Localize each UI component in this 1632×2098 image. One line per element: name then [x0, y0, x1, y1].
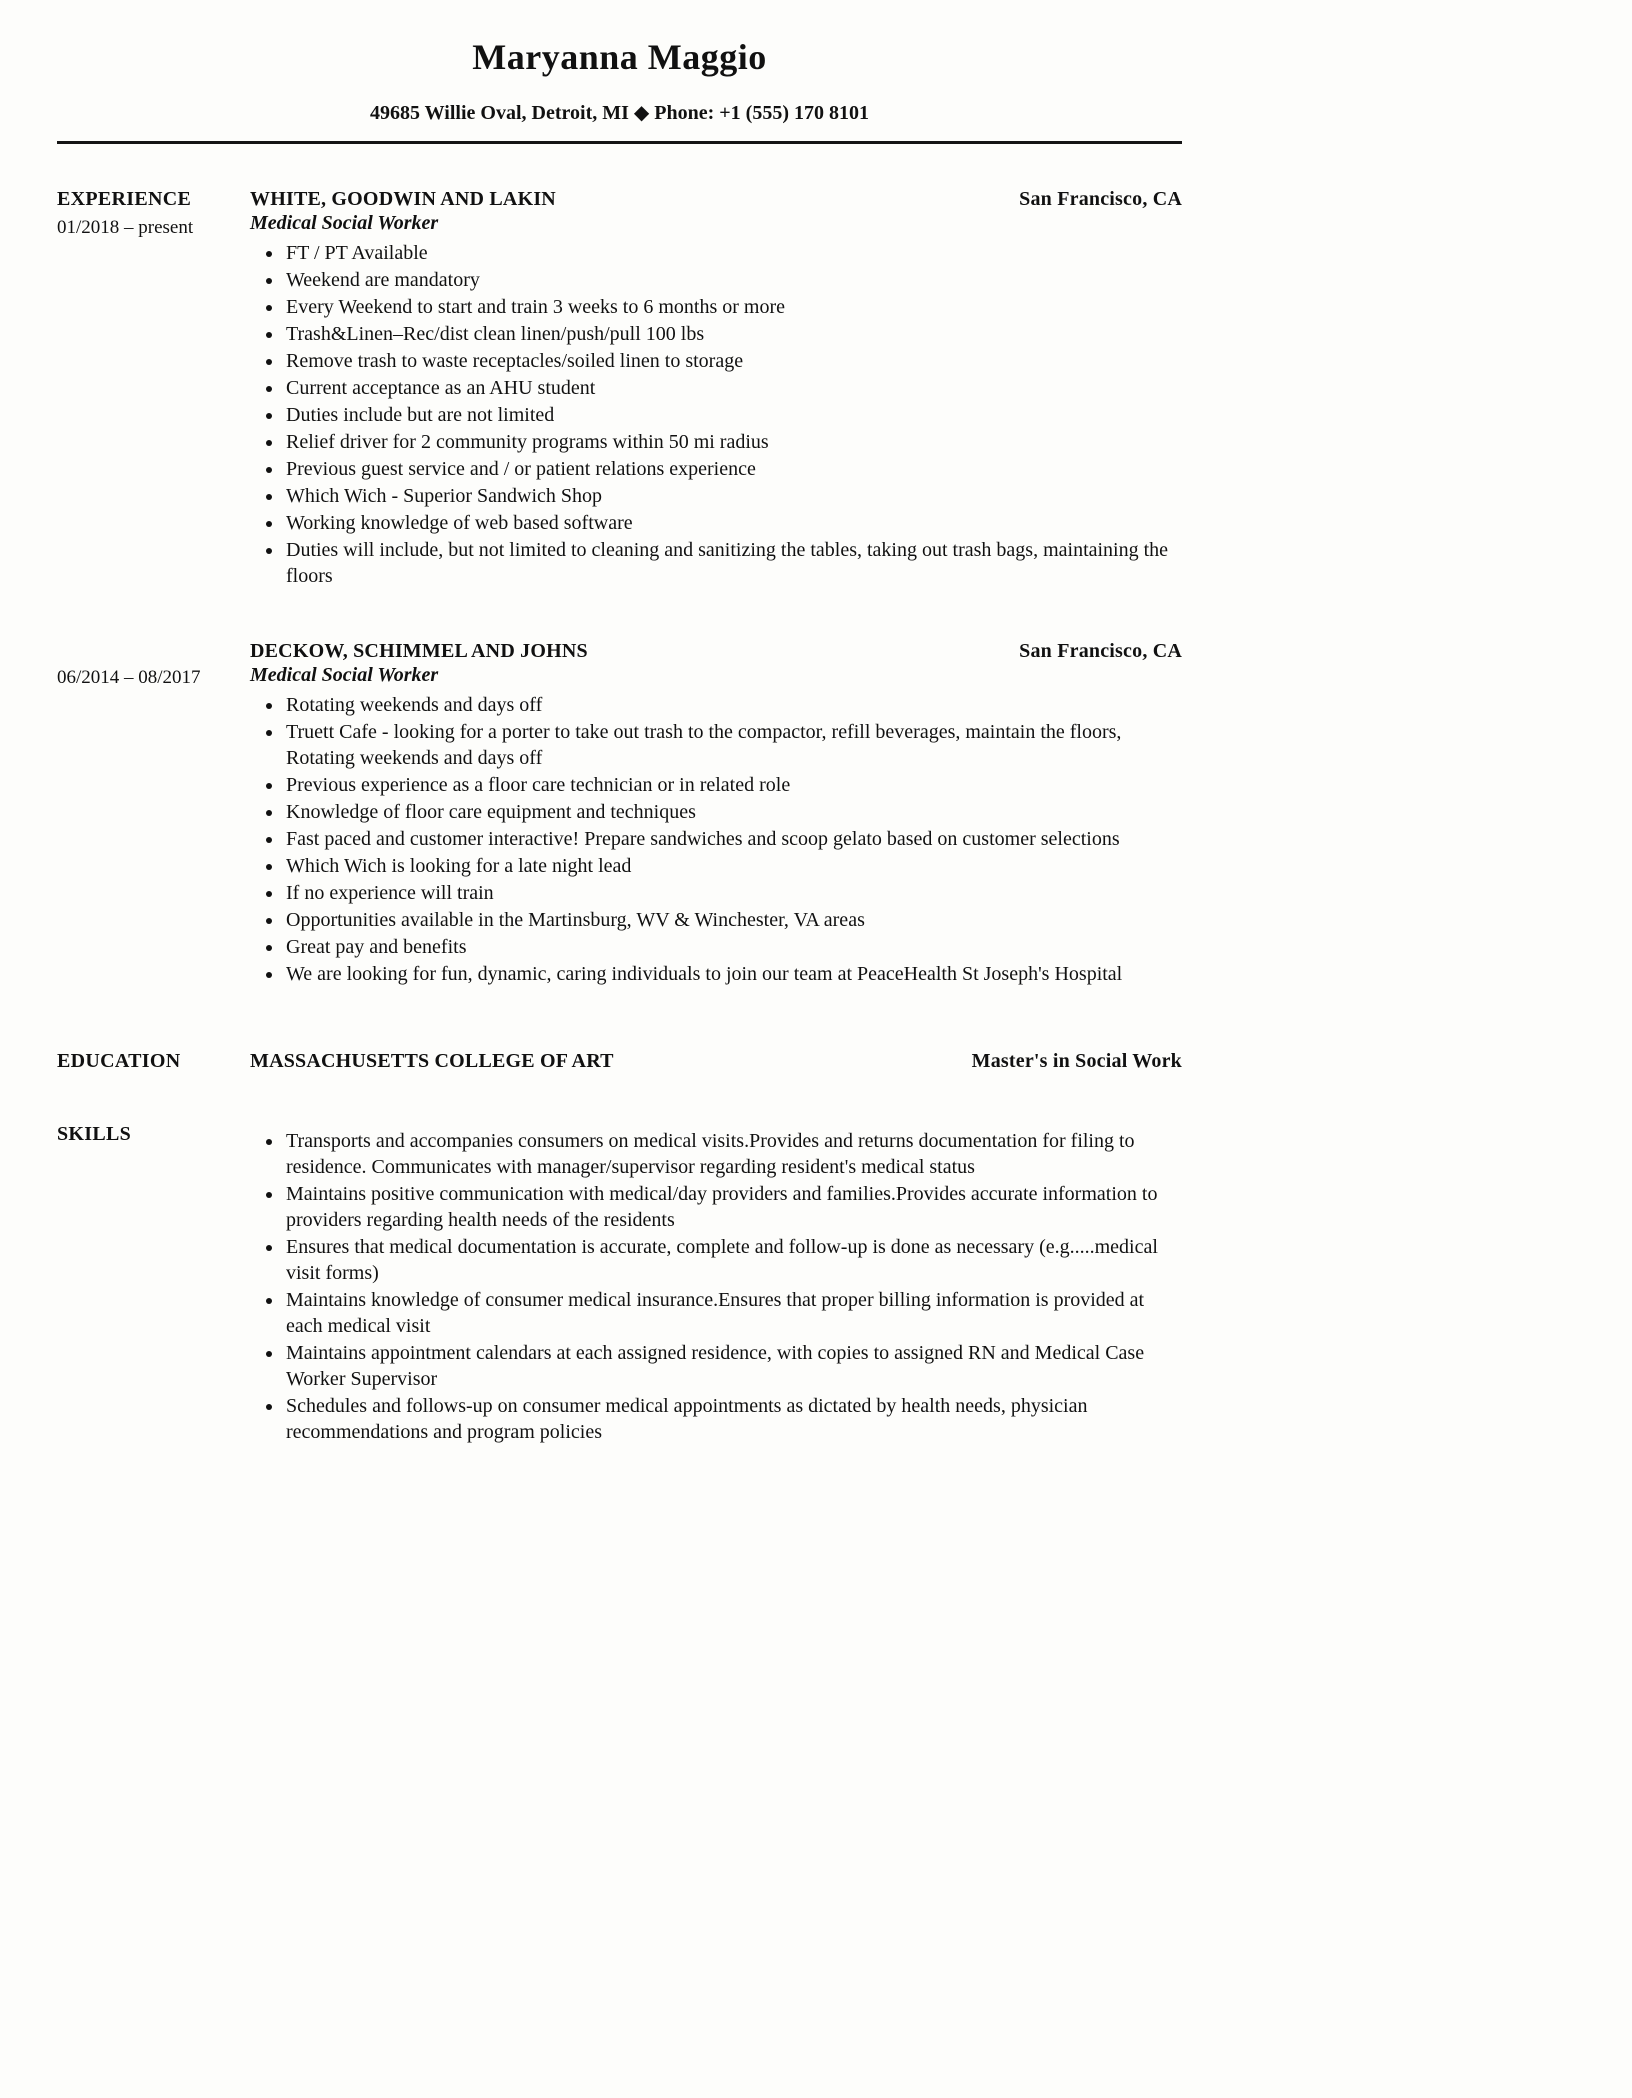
- job2-sidebar: [57, 640, 250, 689]
- skills-bullet-list: [250, 1128, 1182, 1445]
- job2-bullet: • We are looking for fun, dynamic, caring individuals to join our team at PeaceHealth St Joseph's Hospital: [284, 961, 1182, 987]
- job1-bullet: • Trash&Linen–Rec/dist clean linen/push/pull 100 lbs: [284, 321, 1182, 347]
- job1-bullet: • Which Wich - Superior Sandwich Shop: [284, 483, 1182, 509]
- experience-sidebar: [57, 188, 250, 239]
- job1-location: San Francisco, CA: [1019, 188, 1182, 210]
- job1-dates: 01/2018 – present: [57, 217, 194, 238]
- skills-bullet: • Maintains positive communication with medical/day providers and families.Provides accurate information to providers regarding health needs of the residents: [284, 1181, 1182, 1233]
- education-sidebar: [57, 1050, 250, 1073]
- experience-section-job2: [57, 640, 1182, 988]
- header-divider: [57, 141, 1182, 144]
- job1-company: WHITE, GOODWIN AND LAKIN: [250, 188, 556, 210]
- education-degree: Master's in Social Work: [971, 1050, 1182, 1072]
- job2-bullet: • If no experience will train: [284, 880, 1182, 906]
- job1-bullet: • FT / PT Available: [284, 240, 1182, 266]
- job2-role: Medical Social Worker: [250, 664, 439, 686]
- education-header: [250, 1050, 1182, 1073]
- job2-company: DECKOW, SCHIMMEL AND JOHNS: [250, 640, 588, 662]
- job2-bullet: • Great pay and benefits: [284, 934, 1182, 960]
- job1-bullet: • Current acceptance as an AHU student: [284, 375, 1182, 401]
- job2-location: San Francisco, CA: [1019, 640, 1182, 662]
- skills-content: [250, 1123, 1182, 1446]
- job2-bullet: • Which Wich is looking for a late night lead: [284, 853, 1182, 879]
- job2-bullet: • Knowledge of floor care equipment and techniques: [284, 799, 1182, 825]
- job2-content: [250, 640, 1182, 988]
- experience-label: EXPERIENCE: [57, 188, 192, 210]
- skills-bullet: • Maintains knowledge of consumer medical insurance.Ensures that proper billing information is provided at each medical visit: [284, 1287, 1182, 1339]
- job1-bullet: • Duties include but are not limited: [284, 402, 1182, 428]
- job1-header: [250, 188, 1182, 211]
- skills-label: SKILLS: [57, 1123, 132, 1145]
- contact-line: 49685 Willie Oval, Detroit, MI ◆ Phone: +1 (555) 170 8101: [370, 102, 869, 124]
- job1-bullet-list: [250, 240, 1182, 589]
- skills-section: [57, 1123, 1182, 1446]
- job1-bullet: • Weekend are mandatory: [284, 267, 1182, 293]
- job2-bullet-list: [250, 692, 1182, 987]
- job2-bullet: • Fast paced and customer interactive! Prepare sandwiches and scoop gelato based on customer selections: [284, 826, 1182, 852]
- job2-header: [250, 640, 1182, 663]
- education-school: MASSACHUSETTS COLLEGE OF ART: [250, 1050, 614, 1072]
- job1-role: Medical Social Worker: [250, 212, 439, 234]
- job2-bullet: • Rotating weekends and days off: [284, 692, 1182, 718]
- job2-bullet: • Opportunities available in the Martinsburg, WV & Winchester, VA areas: [284, 907, 1182, 933]
- job2-bullet: • Previous experience as a floor care technician or in related role: [284, 772, 1182, 798]
- education-label: EDUCATION: [57, 1050, 181, 1072]
- job1-bullet: • Previous guest service and / or patient relations experience: [284, 456, 1182, 482]
- skills-bullet: • Schedules and follows-up on consumer medical appointments as dictated by health needs, physician recommendations and program policies: [284, 1393, 1182, 1445]
- job1-bullet: • Remove trash to waste receptacles/soiled linen to storage: [284, 348, 1182, 374]
- job1-bullet: • Every Weekend to start and train 3 weeks to 6 months or more: [284, 294, 1182, 320]
- skills-bullet: • Maintains appointment calendars at each assigned residence, with copies to assigned RN and Medical Case Worker Supervisor: [284, 1340, 1182, 1392]
- education-content: [250, 1050, 1182, 1073]
- skills-bullet: • Ensures that medical documentation is accurate, complete and follow-up is done as necessary (e.g.....medical visit forms): [284, 1234, 1182, 1286]
- person-name: Maryanna Maggio: [472, 37, 767, 77]
- skills-sidebar: [57, 1123, 250, 1146]
- job1-bullet: • Relief driver for 2 community programs within 50 mi radius: [284, 429, 1182, 455]
- job2-bullet: • Truett Cafe - looking for a porter to take out trash to the compactor, refill beverages, maintain the floors, Rotating weekends and days off: [284, 719, 1182, 771]
- job1-bullet: • Duties will include, but not limited to cleaning and sanitizing the tables, taking out trash bags, maintaining the floors: [284, 537, 1182, 589]
- job1-content: [250, 188, 1182, 590]
- job2-dates: 06/2014 – 08/2017: [57, 667, 201, 688]
- job1-bullet: • Working knowledge of web based software: [284, 510, 1182, 536]
- skills-bullet: • Transports and accompanies consumers on medical visits.Provides and returns documentation for filing to residence. Communicates with manager/supervisor regarding resident's medical status: [284, 1128, 1182, 1180]
- education-section: [57, 1050, 1182, 1073]
- experience-section-job1: [57, 188, 1182, 590]
